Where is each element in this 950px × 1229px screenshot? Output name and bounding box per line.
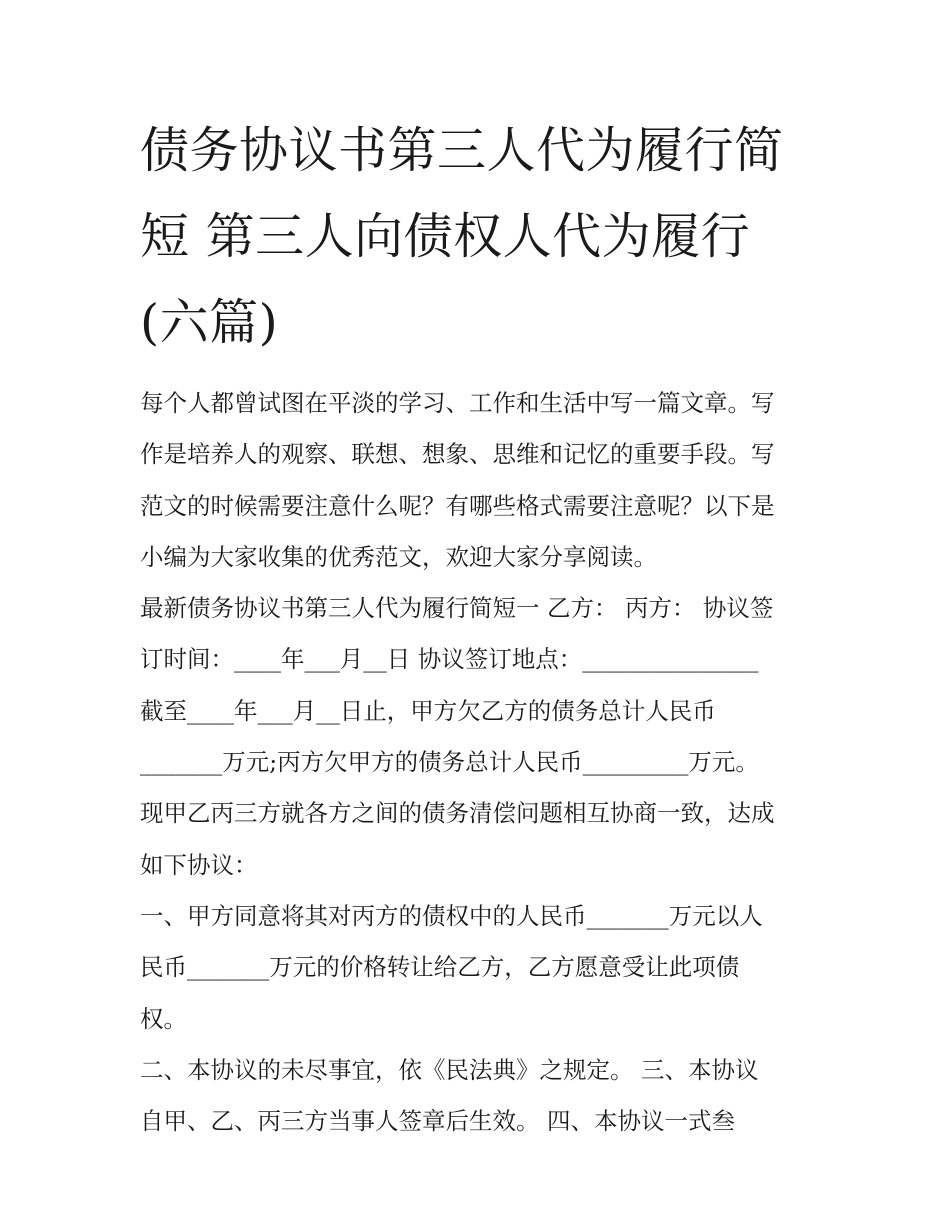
body-line: 截至____年___月__日止，甲方欠乙方的债务总计人民币 — [140, 696, 716, 725]
body-line: 现甲乙丙三方就各方之间的债务清偿问题相互协商一致，达成 — [140, 799, 775, 828]
body-line: 每个人都曾试图在平淡的学习、工作和生活中写一篇文章。写 — [140, 389, 775, 417]
body-line: 如下协议： — [140, 850, 258, 879]
body-line: 二、本协议的未尽事宜，依《民法典》之规定。 三、本协议 — [140, 1055, 759, 1084]
document-title — [140, 108, 820, 366]
body-line: 范文的时候需要注意什么呢？有哪些格式需要注意呢？以下是 — [140, 491, 775, 520]
title-line-2: 短 第三人向债权人代为履行 — [140, 208, 751, 265]
document-body — [140, 378, 820, 1147]
body-line: 小编为大家收集的优秀范文，欢迎大家分享阅读。 — [140, 542, 657, 571]
body-line: 民币_______万元的价格转让给乙方，乙方愿意受让此项债 — [140, 953, 740, 982]
body-line: 作是培养人的观察、联想、想象、思维和记忆的重要手段。写 — [140, 440, 775, 469]
body-line: 权。 — [140, 1004, 187, 1033]
body-line: _______万元;丙方欠甲方的债务总计人民币_________万元。 — [140, 748, 759, 777]
document-page — [140, 108, 820, 1147]
body-line: 自甲、乙、丙三方当事人签章后生效。 四、本协议一式叁 — [140, 1107, 735, 1136]
body-line: 订时间：____年___月__日 协议签订地点：_______________ — [140, 645, 759, 674]
body-line: 一、甲方同意将其对丙方的债权中的人民币_______万元以人 — [140, 901, 763, 930]
body-line: 最新债务协议书第三人代为履行简短一 乙方： 丙方： 协议签 — [140, 594, 774, 623]
title-line-1: 债务协议书第三人代为履行简 — [140, 122, 784, 179]
title-line-3: (六篇) — [140, 294, 279, 351]
